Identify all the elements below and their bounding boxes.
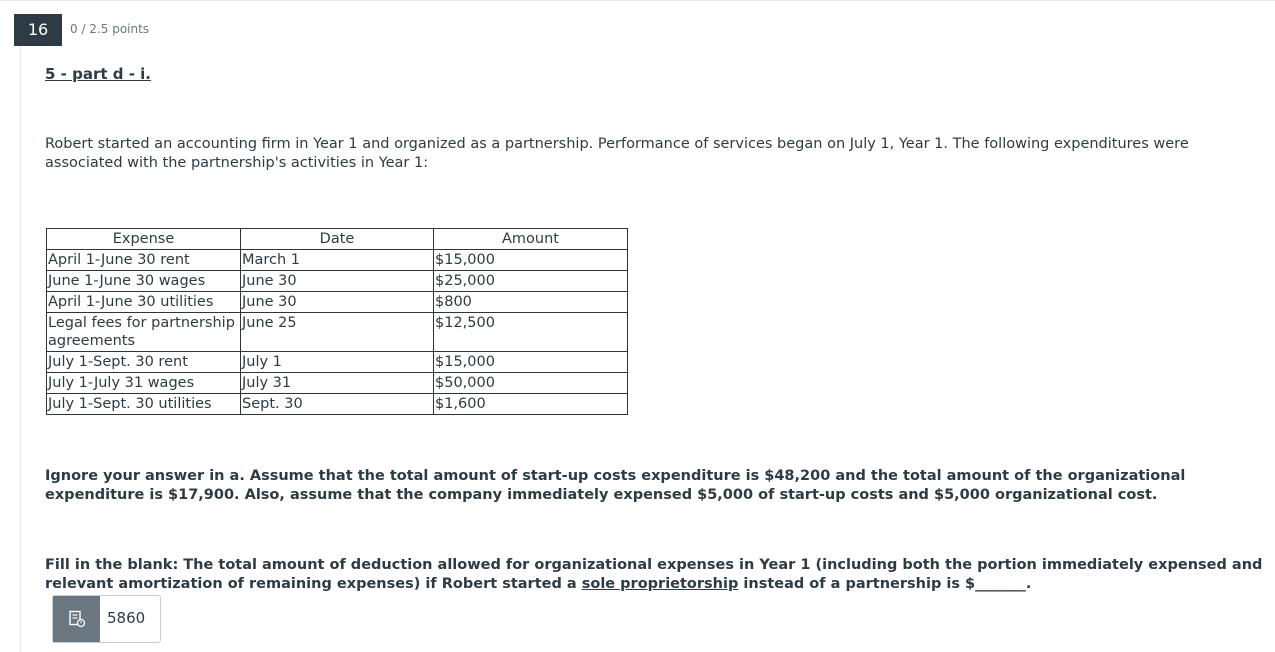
cell-date: July 31 — [241, 373, 434, 394]
header-date: Date — [241, 229, 434, 250]
answer-value: 5860 — [107, 609, 146, 627]
left-divider — [20, 46, 21, 652]
cell-date: June 30 — [241, 292, 434, 313]
table-row — [47, 394, 628, 415]
question-intro: Robert started an accounting firm in Year 1 and organized as a partnership. Performance of services began on July 1, Year 1. The following expenditures were associated with the partnership's activities in Year 1: — [45, 136, 1189, 171]
cell-expense: July 1-July 31 wages — [47, 373, 241, 394]
part-title: 5 - part d - i. — [45, 65, 152, 83]
cell-expense: July 1-Sept. 30 rent — [47, 352, 241, 373]
table-row — [47, 352, 628, 373]
cell-amount: $800 — [434, 292, 628, 313]
cell-amount: $25,000 — [434, 271, 628, 292]
fill-blank-before: Fill in the blank: The total amount of deduction allowed for organizational expenses in Year 1 (including both the portion immediately expensed and relevant amortization of remaining expenses) if Robert started a — [45, 557, 1263, 592]
sole-proprietorship-term: sole proprietorship — [581, 576, 739, 592]
cell-expense: April 1-June 30 rent — [47, 250, 241, 271]
cell-expense: Legal fees for partnership agreements — [47, 313, 241, 352]
cell-amount: $15,000 — [434, 250, 628, 271]
header-expense: Expense — [47, 229, 241, 250]
cell-date: Sept. 30 — [241, 394, 434, 415]
fill-blank-after: instead of a partnership is $_______. — [738, 576, 1032, 592]
cell-amount: $15,000 — [434, 352, 628, 373]
cell-amount: $1,600 — [434, 394, 628, 415]
question-number-badge: 16 — [14, 14, 62, 46]
cell-expense: June 1-June 30 wages — [47, 271, 241, 292]
answer-document-icon — [53, 596, 100, 642]
cell-expense: April 1-June 30 utilities — [47, 292, 241, 313]
top-divider — [0, 0, 1275, 1]
table-row — [47, 250, 628, 271]
assumption-text: Ignore your answer in a. Assume that the total amount of start-up costs expenditure is $48,200 and the total amount of the organizational expenditure is $17,900. Also, assume that the company immediately expensed $5,000 of start-up costs and $5,000 organizational cost. — [45, 468, 1186, 503]
cell-amount: $50,000 — [434, 373, 628, 394]
table-row — [47, 313, 628, 352]
cell-amount: $12,500 — [434, 313, 628, 352]
points-label: 0 / 2.5 points — [70, 22, 150, 36]
cell-date: July 1 — [241, 352, 434, 373]
header-amount: Amount — [434, 229, 628, 250]
cell-expense: July 1-Sept. 30 utilities — [47, 394, 241, 415]
expense-table — [46, 228, 628, 415]
cell-date: March 1 — [241, 250, 434, 271]
table-header-row — [47, 229, 628, 250]
table-row — [47, 373, 628, 394]
table-row — [47, 271, 628, 292]
answer-box[interactable] — [52, 595, 161, 643]
table-row — [47, 292, 628, 313]
cell-date: June 25 — [241, 313, 434, 352]
fill-blank-prompt — [45, 556, 1265, 594]
cell-date: June 30 — [241, 271, 434, 292]
